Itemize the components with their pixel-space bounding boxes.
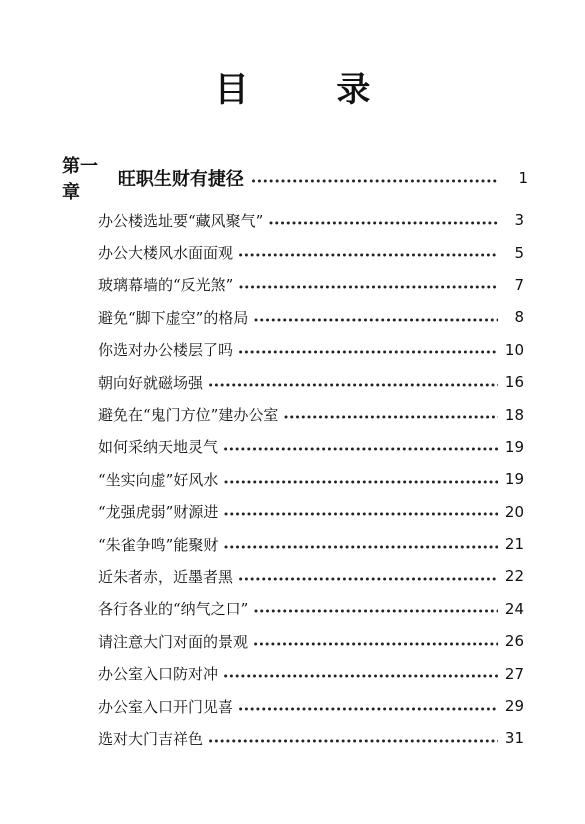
- toc-entry-title: 避免“脚下虚空”的格局: [98, 308, 249, 327]
- toc-entry[interactable]: [98, 722, 524, 754]
- toc-entry-page: 20: [504, 502, 524, 521]
- toc-entry-page: 29: [504, 697, 524, 716]
- toc-entry[interactable]: [98, 236, 524, 268]
- toc-entry-title: 朝向好就磁场强: [98, 373, 204, 392]
- toc-entry[interactable]: [98, 204, 524, 236]
- toc-entry[interactable]: [98, 431, 524, 463]
- toc-entry-page: 5: [514, 243, 524, 262]
- toc-entry[interactable]: [98, 560, 524, 592]
- toc-entry[interactable]: [98, 301, 524, 333]
- toc-entry-title: 选对大门吉祥色: [98, 729, 204, 748]
- toc-entry-page: 10: [504, 340, 524, 359]
- toc-entry[interactable]: [98, 398, 524, 430]
- toc-entry[interactable]: [98, 625, 524, 657]
- toc-entry-page: 18: [504, 405, 524, 424]
- chapter-heading[interactable]: [62, 156, 528, 203]
- toc-entry-page: 31: [504, 729, 524, 748]
- toc-entry-page: 16: [504, 373, 524, 392]
- toc-entry-page: 19: [504, 437, 524, 456]
- toc-entry[interactable]: [98, 366, 524, 398]
- toc-entry-title: 办公室入口开门见喜: [98, 697, 234, 716]
- dot-leader: [224, 669, 498, 680]
- dot-leader: [224, 540, 498, 551]
- toc-list: [98, 204, 524, 755]
- toc-entry-title: 办公楼选址要“藏风聚气”: [98, 211, 264, 230]
- page-title: 目 录: [214, 70, 409, 110]
- dot-leader: [239, 345, 498, 356]
- dot-leader: [239, 572, 498, 583]
- toc-entry-page: 3: [514, 211, 524, 230]
- toc-entry-title: 避免在“鬼门方位”建办公室: [98, 406, 279, 425]
- dot-leader: [254, 604, 498, 615]
- toc-entry[interactable]: [98, 496, 524, 528]
- dot-leader: [239, 280, 498, 291]
- dot-leader: [224, 475, 498, 486]
- toc-entry-page: 24: [504, 599, 524, 618]
- toc-entry-title: 你选对办公楼层了吗: [98, 341, 234, 360]
- toc-entry-page: 27: [504, 664, 524, 683]
- toc-entry[interactable]: [98, 463, 524, 495]
- dot-leader: [239, 702, 498, 713]
- toc-entry-page: 7: [514, 275, 524, 294]
- dot-leader: [209, 378, 498, 389]
- toc-entry-page: 21: [504, 535, 524, 554]
- dot-leader: [252, 174, 498, 185]
- toc-entry-title: 办公大楼风水面面观: [98, 244, 234, 263]
- toc-entry[interactable]: [98, 593, 524, 625]
- dot-leader: [224, 507, 498, 518]
- toc-entry-title: 玻璃幕墙的“反光煞”: [98, 276, 234, 295]
- toc-entry-title: 各行各业的“纳气之口”: [98, 600, 249, 619]
- toc-entry-title: 如何采纳天地灵气: [98, 438, 219, 457]
- dot-leader: [224, 442, 498, 453]
- dot-leader: [269, 216, 498, 227]
- dot-leader: [284, 410, 498, 421]
- toc-entry[interactable]: [98, 269, 524, 301]
- toc-entry[interactable]: [98, 334, 524, 366]
- toc-entry[interactable]: [98, 657, 524, 689]
- toc-entry-title: 办公室入口防对冲: [98, 665, 219, 684]
- toc-entry-page: 8: [514, 308, 524, 327]
- dot-leader: [239, 248, 498, 259]
- toc-entry-title: “龙强虎弱”财源进: [98, 503, 219, 522]
- dot-leader: [209, 734, 498, 745]
- toc-entry[interactable]: [98, 690, 524, 722]
- toc-entry-title: 近朱者赤，近墨者黑: [98, 567, 234, 586]
- toc-entry-page: 26: [504, 632, 524, 651]
- toc-entry-page: 19: [504, 470, 524, 489]
- chapter-title: 旺职生财有捷径: [117, 169, 244, 190]
- toc-entry-page: 22: [504, 567, 524, 586]
- dot-leader: [254, 313, 498, 324]
- toc-entry[interactable]: [98, 528, 524, 560]
- chapter-page-number: 1: [518, 169, 528, 187]
- toc-entry-title: “坐实向虚”好风水: [98, 470, 219, 489]
- toc-entry-title: “朱雀争鸣”能聚财: [98, 535, 219, 554]
- toc-entry-title: 请注意大门对面的景观: [98, 632, 249, 651]
- chapter-number: 第一章: [62, 156, 98, 203]
- dot-leader: [254, 637, 498, 648]
